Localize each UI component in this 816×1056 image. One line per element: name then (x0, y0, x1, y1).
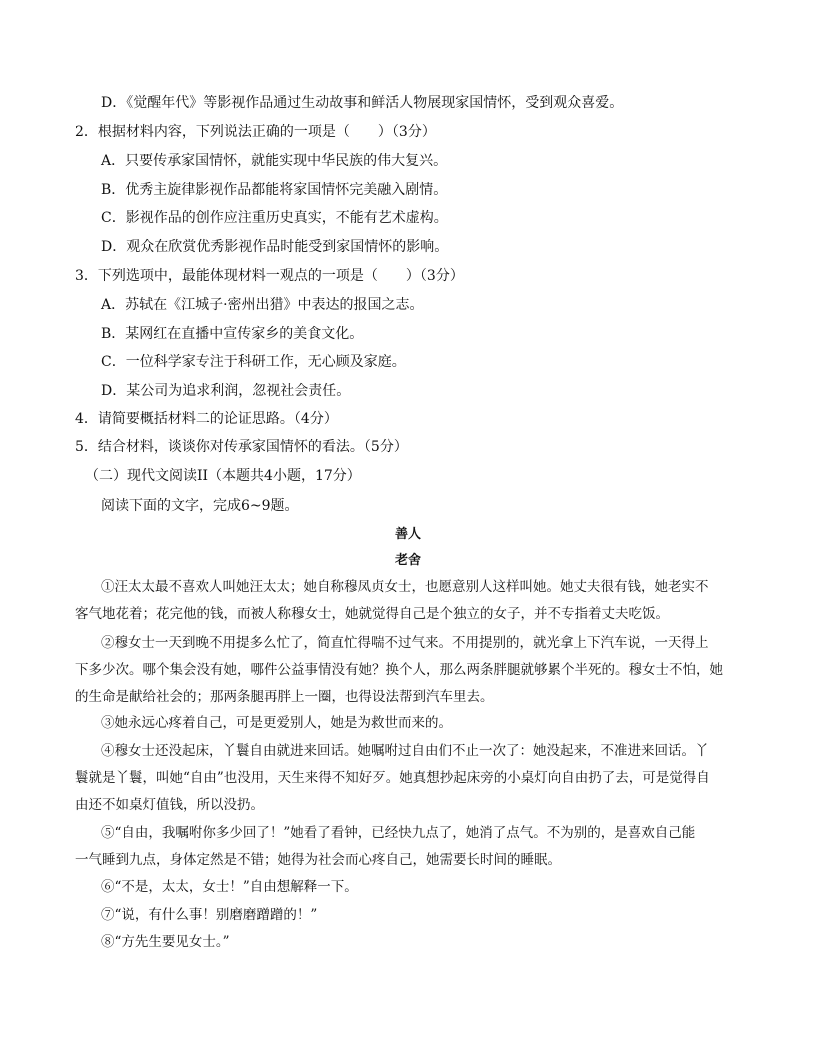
story-line: ③她永远心疼着自己，可是更爱别人，她是为救世而来的。 (101, 715, 452, 731)
story-line: ④穆女士还没起床，丫鬟自由就进来回话。她嘱咐过自由们不止一次了：她没起来，不准进来回话。丫 (101, 743, 709, 759)
story-line: 鬟就是丫鬟，叫她“自由”也没用，天生来得不知好歹。她真想抄起床旁的小桌灯向自由扔了去，可是觉得自 (75, 770, 710, 786)
story-line: 客气地花着；花完他的钱，而被人称穆女士，她就觉得自己是个独立的女子，并不专指着丈夫吃饭。 (75, 606, 669, 622)
story-line: ①汪太太最不喜欢人叫她汪太太；她自称穆凤贞女士，也愿意别人这样叫她。她丈夫很有钱，她老实不 (101, 579, 709, 595)
story-line: 下多少次。哪个集会没有她，哪件公益事情没有她？换个人，那么两条胖腿就够累个半死的。穆女士不怕，她 (75, 662, 723, 678)
story-line: ②穆女士一天到晚不用提多么忙了，简直忙得喘不过气来。不用提别的，就光拿上下汽车说，一天得上 (101, 635, 709, 651)
section-heading: （二）现代文阅读II（本题共4小题，17分） (85, 468, 361, 484)
story-line: 一气睡到九点，身体定然是不错；她得为社会而心疼自己，她需要长时间的睡眠。 (75, 852, 561, 868)
story-line: ⑦“说，有什么事！别磨磨蹭蹭的！” (101, 907, 318, 923)
section-instruction: 阅读下面的文字，完成6~9题。 (101, 498, 299, 514)
q2-option-d: D．观众在欣赏优秀影视作品时能受到家国情怀的影响。 (101, 239, 449, 255)
q2-option-a: A．只要传承家国情怀，就能实现中华民族的伟大复兴。 (101, 153, 448, 169)
story-line: 由还不如桌灯值钱，所以没扔。 (75, 797, 264, 813)
story-line: ⑤“自由，我嘱咐你多少回了！”她看了看钟，已经快九点了，她消了点气。不为别的，是喜欢自己能 (101, 825, 696, 841)
story-author: 老舍 (394, 553, 421, 568)
q2-stem: 2．根据材料内容，下列说法正确的一项是（ ）（3分） (75, 124, 436, 140)
story-line: ⑥“不是，太太，女士！”自由想解释一下。 (101, 879, 358, 895)
q3-option-c: C．一位科学家专注于科研工作，无心顾及家庭。 (101, 354, 406, 370)
q2-option-b: B．优秀主旋律影视作品都能将家国情怀完美融入剧情。 (101, 182, 448, 198)
q3-option-d: D．某公司为追求利润，忽视社会责任。 (101, 383, 351, 399)
q3-stem: 3．下列选项中，最能体现材料一观点的一项是（ ）（3分） (75, 268, 464, 284)
q4-stem: 4．请简要概括材料二的论证思路。（4分） (75, 411, 338, 427)
story-line: ⑧“方先生要见女士。” (101, 934, 230, 950)
q3-option-a: A．苏轼在《江城子·密州出猎》中表达的报国之志。 (101, 297, 424, 313)
q1-option-d: D．《觉醒年代》等影视作品通过生动故事和鲜活人物展现家国情怀，受到观众喜爱。 (101, 95, 624, 111)
story-line: 的生命是献给社会的；那两条腿再胖上一圈，也得设法帮到汽车里去。 (75, 689, 494, 705)
story-title: 善人 (394, 527, 421, 542)
q2-option-c: C．影视作品的创作应注重历史真实，不能有艺术虚构。 (101, 210, 448, 226)
q5-stem: 5．结合材料，谈谈你对传承家国情怀的看法。（5分） (75, 439, 408, 455)
q3-option-b: B．某网红在直播中宣传家乡的美食文化。 (101, 326, 364, 342)
